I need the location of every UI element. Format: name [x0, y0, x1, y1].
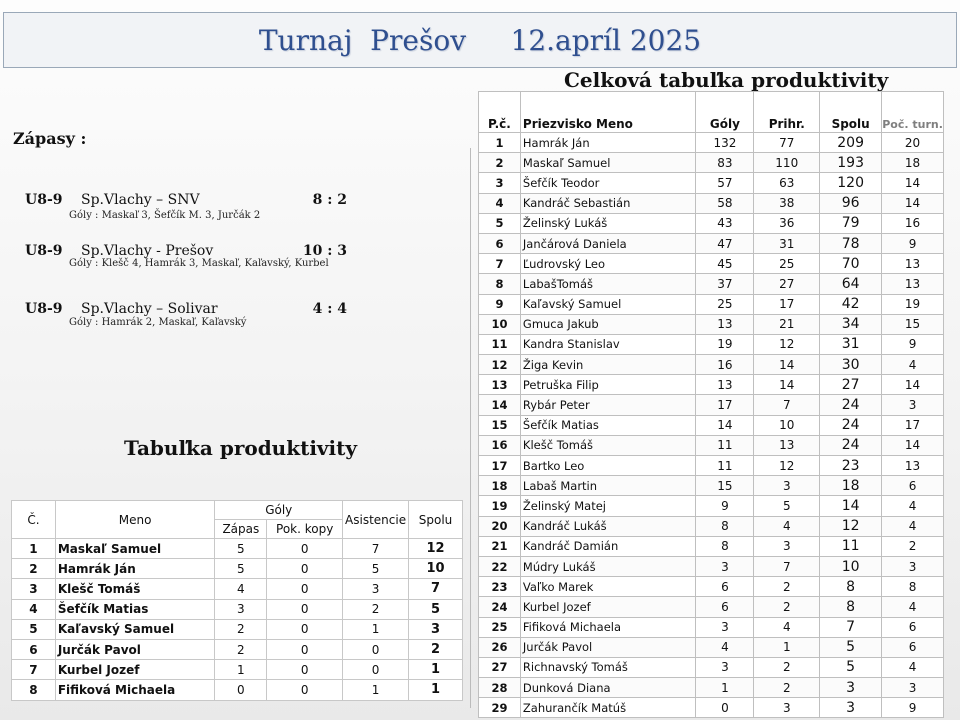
- tournament-title: Turnaj Prešov 12.apríl 2025: [258, 23, 702, 57]
- row-rank: 6: [479, 233, 521, 253]
- row-total: 7: [820, 617, 882, 637]
- table-row: [479, 294, 944, 314]
- row-tournaments: 6: [882, 637, 944, 657]
- row-name: Šefčík Matias: [55, 599, 215, 619]
- row-rank: 27: [479, 657, 521, 677]
- table-row: [12, 680, 463, 700]
- row-rank: 23: [479, 577, 521, 597]
- row-name: Želinský Matej: [520, 496, 696, 516]
- table-row: [479, 274, 944, 294]
- row-name: Jurčák Pavol: [55, 639, 215, 659]
- match-scorers: Góly : Maskaľ 3, Šefčík M. 3, Jurčák 2: [69, 210, 261, 221]
- table-row: [479, 637, 944, 657]
- header-name: Meno: [55, 501, 215, 539]
- match-category: U8-9: [25, 243, 63, 259]
- row-tournaments: 3: [882, 678, 944, 698]
- row-rank: 8: [479, 274, 521, 294]
- table-row: [12, 539, 463, 559]
- row-goals: 3: [696, 617, 754, 637]
- row-total: 1: [409, 680, 463, 700]
- header-total: Spolu: [820, 92, 882, 133]
- header-rank: P.č.: [479, 92, 521, 133]
- row-goals: 1: [696, 678, 754, 698]
- row-name: Jančárová Daniela: [520, 233, 696, 253]
- row-name: Dunková Diana: [520, 678, 696, 698]
- row-shootout-goals: 0: [267, 680, 343, 700]
- row-rank: 6: [12, 639, 56, 659]
- table-row: [479, 173, 944, 193]
- table-row: [12, 559, 463, 579]
- row-rank: 11: [479, 334, 521, 354]
- match-teams: Sp.Vlachy - Prešov: [81, 243, 214, 259]
- row-assists: 7: [343, 539, 409, 559]
- row-total: 7: [409, 579, 463, 599]
- row-total: 11: [820, 536, 882, 556]
- row-name: Želinský Lukáš: [520, 213, 696, 233]
- table-row: [479, 415, 944, 435]
- row-rank: 16: [479, 435, 521, 455]
- row-name: LabašTomáš: [520, 274, 696, 294]
- row-name: Fifiková Michaela: [520, 617, 696, 637]
- row-assists: 25: [754, 254, 820, 274]
- row-assists: 12: [754, 456, 820, 476]
- header-shootout-goals: Pok. kopy: [267, 520, 343, 539]
- row-rank: 29: [479, 698, 521, 718]
- row-assists: 2: [343, 599, 409, 619]
- row-name: Žiga Kevin: [520, 355, 696, 375]
- row-goals: 4: [696, 637, 754, 657]
- row-assists: 3: [754, 476, 820, 496]
- row-tournaments: 4: [882, 496, 944, 516]
- row-assists: 4: [754, 516, 820, 536]
- tournament-table-title: Tabuľka produktivity: [124, 436, 357, 460]
- row-total: 3: [820, 698, 882, 718]
- row-name: Kaľavský Samuel: [55, 619, 215, 639]
- row-total: 14: [820, 496, 882, 516]
- row-goals: 13: [696, 375, 754, 395]
- row-rank: 14: [479, 395, 521, 415]
- row-goals: 6: [696, 577, 754, 597]
- table-row: [479, 213, 944, 233]
- row-tournaments: 6: [882, 476, 944, 496]
- row-assists: 7: [754, 395, 820, 415]
- row-tournaments: 19: [882, 294, 944, 314]
- row-rank: 20: [479, 516, 521, 536]
- table-row: [479, 577, 944, 597]
- row-assists: 2: [754, 657, 820, 677]
- match-teams: Sp.Vlachy – SNV: [81, 192, 200, 208]
- match-scorers: Góly : Hamrák 2, Maskaľ, Kaľavský: [69, 317, 247, 328]
- row-total: 18: [820, 476, 882, 496]
- row-rank: 4: [12, 599, 56, 619]
- table-row: [479, 435, 944, 455]
- row-assists: 77: [754, 133, 820, 153]
- row-rank: 22: [479, 556, 521, 576]
- row-match-goals: 2: [215, 639, 267, 659]
- row-match-goals: 5: [215, 539, 267, 559]
- match-score: 8 : 2: [312, 192, 347, 208]
- header-total: Spolu: [409, 501, 463, 539]
- overall-table-title: Celková tabuľka produktivity: [564, 68, 889, 92]
- row-assists: 1: [343, 680, 409, 700]
- row-name: Kurbel Jozef: [520, 597, 696, 617]
- row-rank: 9: [479, 294, 521, 314]
- row-assists: 0: [343, 660, 409, 680]
- row-assists: 5: [343, 559, 409, 579]
- row-name: Petruška Filip: [520, 375, 696, 395]
- row-goals: 6: [696, 597, 754, 617]
- row-goals: 19: [696, 334, 754, 354]
- row-tournaments: 9: [882, 698, 944, 718]
- row-name: Klešč Tomáš: [55, 579, 215, 599]
- row-assists: 5: [754, 496, 820, 516]
- matches-title: Zápasy :: [13, 129, 87, 148]
- row-name: Šefčík Matias: [520, 415, 696, 435]
- row-tournaments: 18: [882, 153, 944, 173]
- row-name: Rybár Peter: [520, 395, 696, 415]
- row-rank: 19: [479, 496, 521, 516]
- row-name: Hamrák Ján: [55, 559, 215, 579]
- table-row: [479, 233, 944, 253]
- row-assists: 2: [754, 678, 820, 698]
- row-assists: 1: [754, 637, 820, 657]
- row-match-goals: 0: [215, 680, 267, 700]
- row-total: 10: [409, 559, 463, 579]
- row-name: Maskaľ Samuel: [520, 153, 696, 173]
- row-total: 70: [820, 254, 882, 274]
- row-goals: 9: [696, 496, 754, 516]
- row-tournaments: 13: [882, 254, 944, 274]
- row-total: 3: [409, 619, 463, 639]
- row-match-goals: 3: [215, 599, 267, 619]
- row-tournaments: 15: [882, 314, 944, 334]
- row-tournaments: 8: [882, 577, 944, 597]
- table-row: [12, 579, 463, 599]
- row-total: 209: [820, 133, 882, 153]
- row-name: Kandráč Lukáš: [520, 516, 696, 536]
- row-rank: 1: [479, 133, 521, 153]
- row-goals: 15: [696, 476, 754, 496]
- row-rank: 26: [479, 637, 521, 657]
- row-assists: 21: [754, 314, 820, 334]
- row-total: 31: [820, 334, 882, 354]
- header-rank: Č.: [12, 501, 56, 539]
- row-total: 120: [820, 173, 882, 193]
- row-match-goals: 1: [215, 660, 267, 680]
- table-row: [479, 375, 944, 395]
- match-category: U8-9: [25, 192, 63, 208]
- table-row: [12, 660, 463, 680]
- row-match-goals: 4: [215, 579, 267, 599]
- row-tournaments: 20: [882, 133, 944, 153]
- row-assists: 27: [754, 274, 820, 294]
- row-rank: 25: [479, 617, 521, 637]
- row-name: Kandráč Damián: [520, 536, 696, 556]
- row-rank: 21: [479, 536, 521, 556]
- row-goals: 47: [696, 233, 754, 253]
- row-total: 24: [820, 415, 882, 435]
- table-row: [479, 597, 944, 617]
- row-assists: 7: [754, 556, 820, 576]
- table-row: [12, 599, 463, 619]
- divider-line: [470, 148, 471, 708]
- table-row: [479, 496, 944, 516]
- row-rank: 2: [479, 153, 521, 173]
- row-goals: 8: [696, 536, 754, 556]
- match-score: 4 : 4: [312, 301, 347, 317]
- row-name: Kaľavský Samuel: [520, 294, 696, 314]
- row-name: Vaľko Marek: [520, 577, 696, 597]
- row-name: Múdry Lukáš: [520, 556, 696, 576]
- row-goals: 3: [696, 556, 754, 576]
- row-rank: 8: [12, 680, 56, 700]
- row-total: 5: [820, 637, 882, 657]
- row-shootout-goals: 0: [267, 559, 343, 579]
- row-tournaments: 4: [882, 355, 944, 375]
- table-row: [479, 153, 944, 173]
- match-score: 10 : 3: [302, 243, 347, 259]
- row-total: 96: [820, 193, 882, 213]
- row-goals: 17: [696, 395, 754, 415]
- row-assists: 38: [754, 193, 820, 213]
- row-tournaments: 4: [882, 516, 944, 536]
- row-tournaments: 6: [882, 617, 944, 637]
- match-2: [25, 243, 355, 269]
- row-goals: 58: [696, 193, 754, 213]
- row-total: 12: [409, 539, 463, 559]
- row-goals: 37: [696, 274, 754, 294]
- row-tournaments: 14: [882, 375, 944, 395]
- title-banner: [3, 12, 957, 68]
- match-1: [25, 192, 355, 221]
- row-total: 5: [820, 657, 882, 677]
- match-scorers: Góly : Klešč 4, Hamrák 3, Maskaľ, Kaľavský, Kurbel: [69, 258, 329, 269]
- row-rank: 3: [479, 173, 521, 193]
- header-goals: Góly: [696, 92, 754, 133]
- row-shootout-goals: 0: [267, 639, 343, 659]
- row-assists: 14: [754, 375, 820, 395]
- row-total: 193: [820, 153, 882, 173]
- row-tournaments: 17: [882, 415, 944, 435]
- row-rank: 1: [12, 539, 56, 559]
- row-assists: 0: [343, 639, 409, 659]
- row-name: Fifiková Michaela: [55, 680, 215, 700]
- row-tournaments: 3: [882, 556, 944, 576]
- tournament-productivity-table: [11, 500, 463, 701]
- header-assists: Prihr.: [754, 92, 820, 133]
- table-row: [479, 516, 944, 536]
- row-goals: 132: [696, 133, 754, 153]
- row-name: Gmuca Jakub: [520, 314, 696, 334]
- row-rank: 4: [479, 193, 521, 213]
- row-total: 24: [820, 395, 882, 415]
- table-row: [12, 619, 463, 639]
- row-total: 3: [820, 678, 882, 698]
- table-row: [479, 678, 944, 698]
- row-assists: 63: [754, 173, 820, 193]
- row-total: 10: [820, 556, 882, 576]
- row-tournaments: 14: [882, 173, 944, 193]
- row-total: 42: [820, 294, 882, 314]
- row-shootout-goals: 0: [267, 579, 343, 599]
- row-goals: 83: [696, 153, 754, 173]
- row-rank: 28: [479, 678, 521, 698]
- row-name: Ľudrovský Leo: [520, 254, 696, 274]
- row-total: 5: [409, 599, 463, 619]
- row-tournaments: 14: [882, 193, 944, 213]
- row-rank: 5: [479, 213, 521, 233]
- row-rank: 5: [12, 619, 56, 639]
- row-total: 34: [820, 314, 882, 334]
- header-match-goals: Zápas: [215, 520, 267, 539]
- row-total: 79: [820, 213, 882, 233]
- row-name: Jurčák Pavol: [520, 637, 696, 657]
- row-assists: 2: [754, 577, 820, 597]
- row-total: 8: [820, 597, 882, 617]
- table-row: [479, 556, 944, 576]
- table-row: [12, 639, 463, 659]
- row-assists: 12: [754, 334, 820, 354]
- row-rank: 13: [479, 375, 521, 395]
- row-goals: 43: [696, 213, 754, 233]
- row-tournaments: 13: [882, 274, 944, 294]
- row-total: 27: [820, 375, 882, 395]
- row-tournaments: 2: [882, 536, 944, 556]
- row-name: Zahurančík Matúš: [520, 698, 696, 718]
- row-goals: 16: [696, 355, 754, 375]
- header-assists: Asistencie: [343, 501, 409, 539]
- table-row: [479, 698, 944, 718]
- row-total: 78: [820, 233, 882, 253]
- row-tournaments: 14: [882, 435, 944, 455]
- table-row: [479, 355, 944, 375]
- row-name: Hamrák Ján: [520, 133, 696, 153]
- table-row: [479, 536, 944, 556]
- row-name: Kandráč Sebastián: [520, 193, 696, 213]
- row-assists: 2: [754, 597, 820, 617]
- row-name: Kandra Stanislav: [520, 334, 696, 354]
- row-rank: 7: [479, 254, 521, 274]
- row-tournaments: 9: [882, 334, 944, 354]
- table-row: [479, 395, 944, 415]
- row-goals: 0: [696, 698, 754, 718]
- row-name: Klešč Tomáš: [520, 435, 696, 455]
- row-tournaments: 13: [882, 456, 944, 476]
- row-assists: 31: [754, 233, 820, 253]
- header-name: Priezvisko Meno: [520, 92, 696, 133]
- row-goals: 11: [696, 435, 754, 455]
- row-goals: 25: [696, 294, 754, 314]
- match-teams: Sp.Vlachy – Solivar: [81, 301, 218, 317]
- row-rank: 15: [479, 415, 521, 435]
- row-assists: 13: [754, 435, 820, 455]
- row-rank: 24: [479, 597, 521, 617]
- row-goals: 11: [696, 456, 754, 476]
- row-assists: 3: [754, 698, 820, 718]
- row-assists: 1: [343, 619, 409, 639]
- table-row: [479, 133, 944, 153]
- row-assists: 110: [754, 153, 820, 173]
- row-name: Maskaľ Samuel: [55, 539, 215, 559]
- row-total: 24: [820, 435, 882, 455]
- row-total: 12: [820, 516, 882, 536]
- row-name: Šefčík Teodor: [520, 173, 696, 193]
- match-category: U8-9: [25, 301, 63, 317]
- row-match-goals: 2: [215, 619, 267, 639]
- row-rank: 18: [479, 476, 521, 496]
- row-total: 8: [820, 577, 882, 597]
- row-match-goals: 5: [215, 559, 267, 579]
- header-tournaments: Poč. turn.: [882, 92, 944, 133]
- row-rank: 12: [479, 355, 521, 375]
- row-rank: 3: [12, 579, 56, 599]
- table-row: [479, 314, 944, 334]
- row-shootout-goals: 0: [267, 599, 343, 619]
- row-tournaments: 3: [882, 395, 944, 415]
- row-shootout-goals: 0: [267, 539, 343, 559]
- table-row: [479, 334, 944, 354]
- table-row: [479, 193, 944, 213]
- table-row: [479, 254, 944, 274]
- row-goals: 13: [696, 314, 754, 334]
- row-assists: 10: [754, 415, 820, 435]
- header-goals: Góly: [215, 501, 343, 520]
- row-assists: 14: [754, 355, 820, 375]
- row-name: Richnavský Tomáš: [520, 657, 696, 677]
- row-rank: 10: [479, 314, 521, 334]
- row-total: 23: [820, 456, 882, 476]
- overall-productivity-table: [478, 91, 944, 718]
- row-assists: 3: [343, 579, 409, 599]
- row-name: Bartko Leo: [520, 456, 696, 476]
- row-goals: 14: [696, 415, 754, 435]
- overall-table-container: [478, 91, 944, 720]
- table-row: [479, 476, 944, 496]
- row-total: 30: [820, 355, 882, 375]
- row-assists: 17: [754, 294, 820, 314]
- table-row: [479, 617, 944, 637]
- row-shootout-goals: 0: [267, 619, 343, 639]
- row-name: Kurbel Jozef: [55, 660, 215, 680]
- row-rank: 17: [479, 456, 521, 476]
- row-assists: 36: [754, 213, 820, 233]
- row-total: 2: [409, 639, 463, 659]
- table-row: [479, 657, 944, 677]
- row-goals: 45: [696, 254, 754, 274]
- row-tournaments: 16: [882, 213, 944, 233]
- row-rank: 7: [12, 660, 56, 680]
- row-goals: 57: [696, 173, 754, 193]
- row-total: 64: [820, 274, 882, 294]
- row-rank: 2: [12, 559, 56, 579]
- row-assists: 3: [754, 536, 820, 556]
- row-goals: 3: [696, 657, 754, 677]
- match-3: [25, 301, 355, 328]
- row-goals: 8: [696, 516, 754, 536]
- row-tournaments: 4: [882, 657, 944, 677]
- row-tournaments: 9: [882, 233, 944, 253]
- row-tournaments: 4: [882, 597, 944, 617]
- row-name: Labaš Martin: [520, 476, 696, 496]
- row-shootout-goals: 0: [267, 660, 343, 680]
- row-total: 1: [409, 660, 463, 680]
- row-assists: 4: [754, 617, 820, 637]
- table-row: [479, 456, 944, 476]
